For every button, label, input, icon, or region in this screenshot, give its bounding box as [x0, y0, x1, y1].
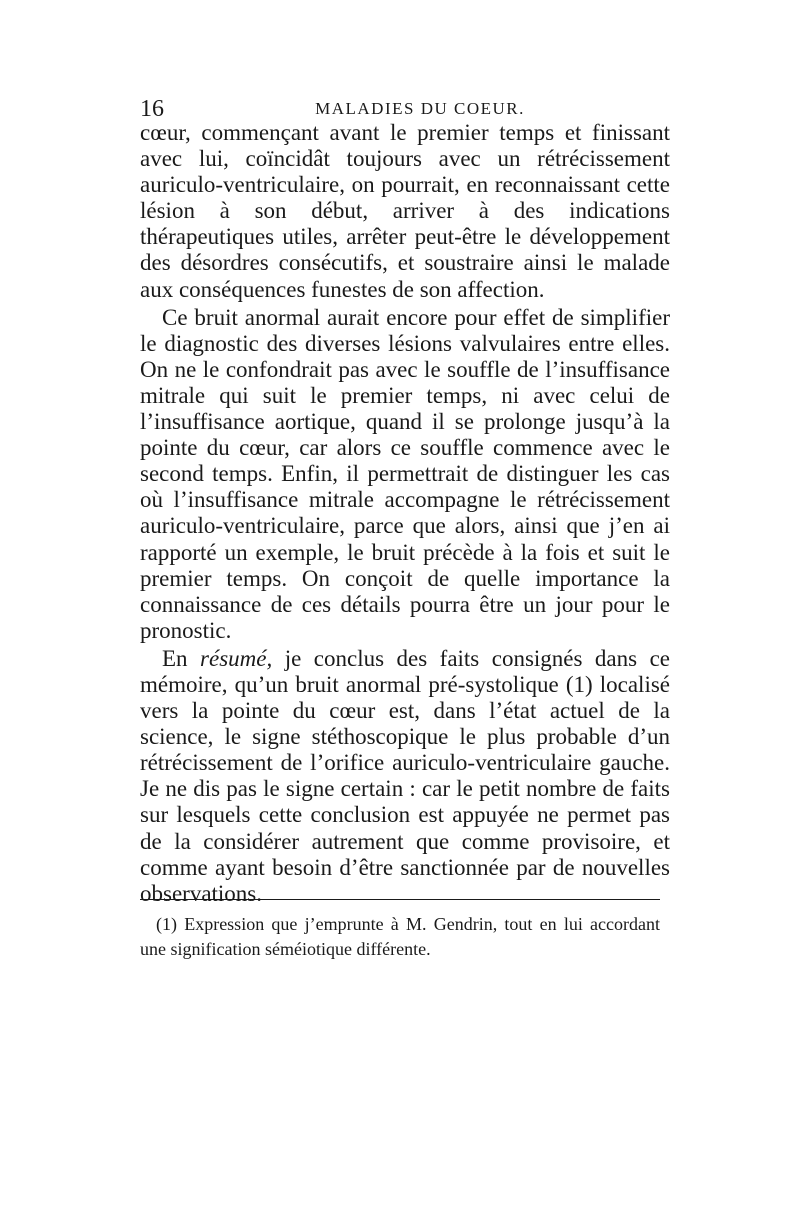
footnote-divider: [140, 899, 660, 900]
body-text: [140, 120, 670, 907]
footnote-text: (1) Expression que j’emprunte à M. Gendrin, tout en lui accordant une signification séméiotique différente.: [140, 914, 660, 959]
paragraph-2: Ce bruit anormal aurait encore pour effet de simplifier le diagnostic des diverses lésions valvulaires entre elles. On ne le confondrait pas avec le souffle de l’insuffisance mitrale qui suit le premier temps, ni avec celui de l’insuffisance aortique, quand il se prolonge jusqu’à la pointe du cœur, car alors ce souffle commence avec le second temps. Enfin, il permettrait de distinguer les cas où l’insuffisance mitrale accompagne le rétrécissement auriculo-ventriculaire, parce que alors, ainsi que j’en ai rapporté un exemple, le bruit précède à la fois et suit le premier temps. On conçoit de quelle importance la connaissance de ces détails pourra être un jour pour le pronostic.: [140, 304, 670, 643]
page-number: 16: [140, 96, 164, 122]
paragraph-1: cœur, commençant avant le premier temps et finissant avec lui, coïncidât toujours avec un rétrécissement auriculo-ventriculaire, on pourrait, en reconnaissant cette lésion à son début, arriver à des indications thérapeutiques utiles, arrêter peut-être le développement des désordres consécutifs, et soustraire ainsi le malade aux conséquences funestes de son affection.: [140, 120, 670, 302]
footnote: [140, 912, 660, 962]
running-title: MALADIES DU COEUR.: [315, 99, 525, 118]
resume-italic: résumé,: [200, 645, 273, 671]
paragraph-3-rest: je conclus des faits consignés dans ce mémoire, qu’un bruit anormal pré-systolique (1) localisé vers la pointe du cœur est, dans l’état actuel de la science, le signe stéthoscopique le plus probable d’un rétrécissement de l’orifice auriculo-ventriculaire gauche. Je ne dis pas le signe certain : car le petit nombre de faits sur lesquels cette conclusion est appuyée ne permet pas de la considérer autrement que comme provisoire, et comme ayant besoin d’être sanctionnée par de nouvelles observations.: [140, 645, 670, 906]
paragraph-3-start: En: [162, 645, 201, 671]
paragraph-3: [140, 646, 670, 907]
